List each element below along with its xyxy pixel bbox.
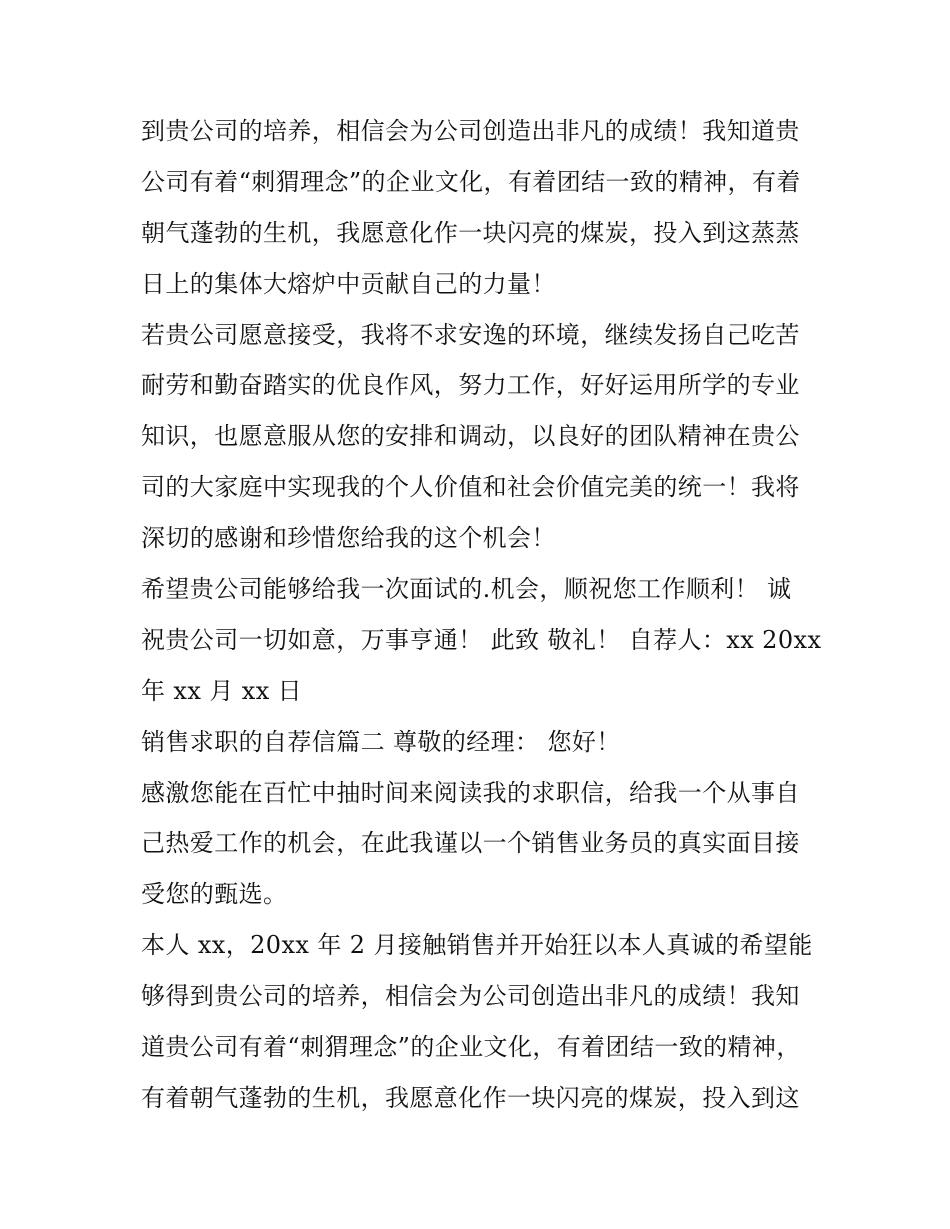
text-line: 祝贵公司一切如意，万事亨通！ 此致 敬礼！ 自荐人：xx 20xx [141, 625, 822, 654]
text-line: 若贵公司愿意接受，我将不求安逸的环境，继续发扬自己吃苦 [141, 320, 800, 349]
text-line: 本人 xx，20xx 年 2 月接触销售并开始狂以本人真诚的希望能 [141, 931, 813, 960]
text-line: 己热爱工作的机会，在此我谨以一个销售业务员的真实面目接 [141, 829, 800, 858]
text-line: 有着朝气蓬勃的生机，我愿意化作一块闪亮的煤炭，投入到这 [141, 1083, 800, 1112]
letter-body [141, 106, 821, 1124]
text-line: 知识，也愿意服从您的安排和调动，以良好的团队精神在贵公 [141, 422, 800, 451]
text-line: 到贵公司的培养，相信会为公司创造出非凡的成绩！我知道贵 [141, 117, 800, 145]
text-line: 深切的感谢和珍惜您给我的这个机会！ [141, 524, 556, 553]
text-line: 道贵公司有着“刺猬理念”的企业文化，有着团结一致的精神， [141, 1033, 801, 1062]
text-line: 感激您能在百忙中抽时间来阅读我的求职信，给我一个从事自 [141, 778, 800, 807]
text-line: 朝气蓬勃的生机，我愿意化作一块闪亮的煤炭，投入到这蒸蒸 [141, 218, 800, 247]
text-line: 希望贵公司能够给我一次面试的.机会，顺祝您工作顺利！ 诚 [141, 575, 792, 604]
text-line: 司的大家庭中实现我的个人价值和社会价值完美的统一！我将 [141, 473, 800, 502]
text-line: 受您的甄选。 [141, 880, 288, 909]
text-line: 日上的集体大熔炉中贡献自己的力量！ [141, 269, 556, 298]
text-line: 年 xx 月 xx 日 [141, 676, 303, 705]
section-heading-line: 销售求职的自荐信篇二 尊敬的经理： 您好！ [141, 727, 621, 756]
text-line: 耐劳和勤奋踏实的优良作风，努力工作，好好运用所学的专业 [141, 371, 800, 400]
text-line: 够得到贵公司的培养，相信会为公司创造出非凡的成绩！我知 [141, 982, 800, 1011]
text-line: 公司有着“刺猬理念”的企业文化，有着团结一致的精神，有着 [141, 167, 801, 196]
